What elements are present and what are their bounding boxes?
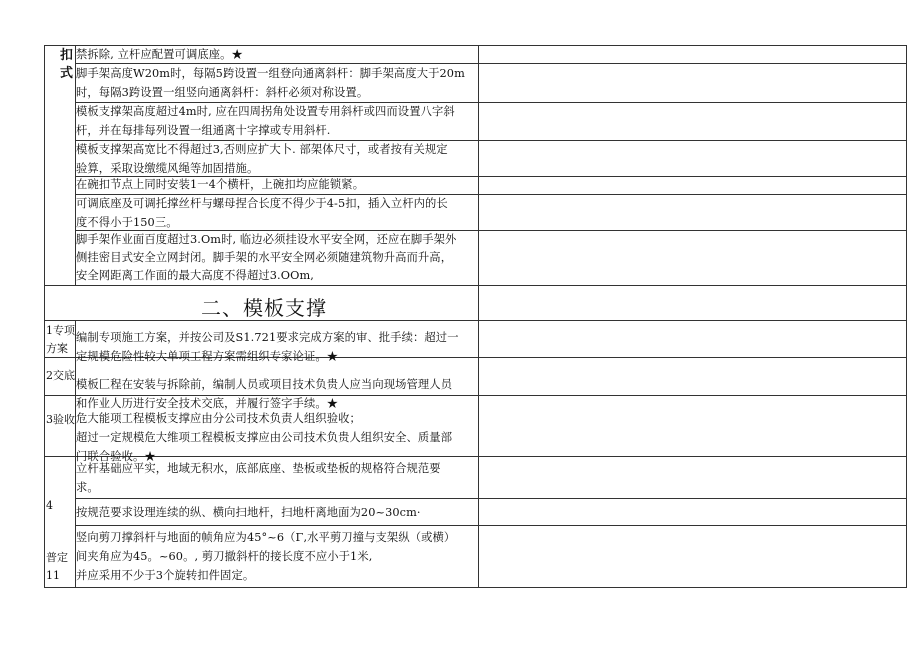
side-label-char: 式 [60, 66, 74, 81]
row-text-line: 模板匚程在安装与拆除前，编制人员或项目技术负贵人应当向现场管理人员 [76, 378, 453, 391]
row-text-line: 按规范要求设理连续的纵、横向扫地杆，扫地杆离地面为20~30cm· [76, 506, 421, 519]
item-label-line: 3验收 [46, 413, 75, 426]
table-row [76, 503, 421, 522]
section-line [44, 285, 907, 286]
table-row [76, 64, 465, 102]
table-border-left [44, 45, 45, 587]
row-text-line: 脚手架高度W20m时，每隔5跨设置一组登向通离斜杆：脚手架高度大于20m [76, 67, 465, 80]
side-label-char: 扣 [60, 48, 74, 63]
table-border-bottom [44, 587, 907, 588]
table-row [76, 175, 364, 194]
table-row [76, 102, 455, 140]
row-text-line: 侧挂密目式安全立网封闭。脚手架的水平安全网必须随建筑物升高而升高， [76, 251, 453, 264]
item-label [46, 322, 75, 358]
row-text-line: 超过一定规模危大维项工程模板支撑应由公司技术负贵人组织安全、质量部 [76, 431, 453, 444]
row-line [75, 498, 907, 499]
table-row [76, 328, 459, 366]
row-text-line: 可调底座及可调托撑丝杆与螺母捏合长度不得少于4-5扣，插入立杆内的长 [76, 197, 448, 210]
row-text-line: 验算，采取设缴缆风绳等加固措施。 [76, 162, 259, 175]
table-row [76, 375, 452, 413]
section-title: 二、模板支撑 [201, 296, 327, 320]
row-line [75, 525, 907, 526]
row-text-line: 模板支撑架高度超过4m时, 应在四周拐角处设置专用斜杆或四而设置八字斜 [76, 105, 455, 118]
item-label [46, 411, 75, 429]
table-row [76, 231, 456, 285]
table-row [76, 194, 448, 232]
row-text-line: 脚手架作业面百度超过3.Om时, 临边必须挂设水平安全网，还应在脚手架外 [76, 233, 457, 246]
table-border-right [906, 45, 907, 587]
row-text-line: 和作业人历进行安全技术交底，并履行签字手续。★ [76, 397, 339, 410]
row-text-line: 间夹角应为45。~60。, 剪刀撤斜杆的接长度不应小于1米, [76, 550, 373, 563]
item-label-line: 4 [46, 499, 53, 512]
inspection-table [44, 45, 907, 587]
item-label [46, 549, 68, 585]
item-label-line: 普定 [46, 551, 68, 564]
item-label-line: 1专项 [46, 324, 75, 337]
table-row [76, 45, 243, 64]
row-text-line: 门联合验收。★ [76, 450, 156, 463]
row-text-line: 在碗扣节点上同时安装1一4个横杆，上碗扣均应能锁紧。 [76, 178, 365, 191]
item-label [46, 367, 75, 385]
table-row [76, 528, 455, 585]
row-text-line: 危大能项工程模板支撑应由分公司技术负责人组织验收； [76, 412, 361, 425]
item-label-line: 方案 [46, 342, 68, 355]
row-text-line: 编制专项施工方案，并按公司及S1.721要求完成方案的审、批手续：超过一 [76, 331, 459, 344]
row-text-line: 模板支撑架高宽比不得超过3,否则应扩大卜. 部架体尺寸，或者按有关规定 [76, 143, 448, 156]
row-text-line: 安全网距离工作面的最大高度不得超过3.OOm, [76, 269, 314, 282]
row-text-line: 立杆基础应平实，地域无积水，底部底座、垫板或垫板的规格符合规范要 [76, 462, 441, 475]
table-row [76, 409, 452, 466]
item-label-line: 2交底 [46, 369, 75, 382]
table-row [76, 459, 441, 497]
row-text-line: 并应采用不少于3个旋转扣件固定。 [76, 569, 255, 582]
row-text-line: 竖向剪刀撑斜杆与地面的帧角应为45°~6（Γ,水平剪刀撞与支架纵（或横） [76, 531, 456, 544]
item-label [46, 497, 53, 515]
row-text-line: 时，每隔3跨设置一组竖向通离斜杆：斜杆必须对称设置。 [76, 86, 369, 99]
item-label-line: 11 [46, 569, 60, 582]
row-text-line: 求。 [76, 481, 99, 494]
table-row [76, 140, 448, 178]
row-text-line: 禁拆除, 立杆应配置可调底座。★ [76, 48, 243, 61]
row-text-line: 度不得小于150三。 [76, 216, 178, 229]
section-line [44, 320, 907, 321]
row-text-line: 定规模危险性较大单项工程方案需组织专家论证。★ [76, 350, 339, 363]
row-text-line: 杆，并在每排每列设置一组通离十字撑或专用斜杆. [76, 124, 331, 137]
col-divider-content [478, 45, 479, 587]
